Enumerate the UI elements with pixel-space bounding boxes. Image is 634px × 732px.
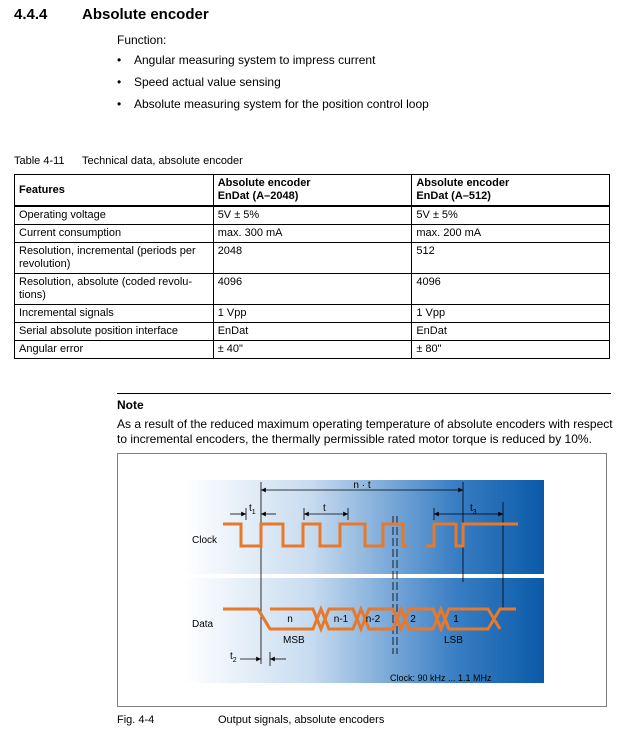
t-label: t: [323, 503, 326, 514]
header-features: Features: [15, 175, 214, 207]
bit-label-n: n: [287, 614, 293, 625]
msb-label: MSB: [283, 635, 305, 646]
data-band: [184, 578, 544, 683]
list-item: • Speed actual value sensing: [117, 75, 281, 89]
section-title: Absolute encoder: [82, 6, 209, 23]
clock-frequency-note: Clock: 90 kHz ... 1.1 MHz: [390, 673, 492, 683]
bit-label-n-2: n-2: [365, 614, 381, 625]
note-text: As a result of the reduced maximum operating temperature of absolute encoders with respect to incremental encoders, the thermally permissible rated motor torque is reduced by 10%.: [117, 417, 613, 446]
section-number: 4.4.4: [14, 6, 48, 23]
data-label: Data: [192, 619, 214, 630]
table-row: Current consumption max. 300 mA max. 200 mA: [15, 225, 610, 243]
note-heading: Note: [117, 398, 144, 412]
table-row: Angular error ± 40" ± 80": [15, 341, 610, 359]
technical-data-table: [14, 174, 610, 359]
bit-label-1: 1: [453, 614, 459, 625]
bullet-icon: •: [117, 97, 122, 111]
t2-label: $t_2$: [230, 651, 237, 664]
figure-caption: [117, 714, 384, 726]
header-a512: Absolute encoder EnDat (A–512): [412, 175, 610, 207]
table-header-row: [15, 175, 610, 207]
table-caption: [14, 155, 243, 167]
function-list: [117, 52, 429, 118]
function-label: Function:: [117, 33, 167, 47]
table-caption-text: Technical data, absolute encoder: [82, 155, 243, 167]
table-caption-number: Table 4-11: [14, 155, 65, 167]
figure-caption-number: Fig. 4-4: [117, 714, 155, 726]
t3-label: $t_3$: [470, 503, 477, 516]
nt-label: n · t: [353, 480, 371, 491]
clock-label: Clock: [192, 535, 218, 546]
lsb-label: LSB: [444, 635, 463, 646]
figure-frame: [117, 453, 607, 707]
bit-label-2: 2: [410, 614, 416, 625]
bullet-icon: •: [117, 53, 122, 67]
table-row: Resolution, incremental (periods per revolution) 2048 512: [15, 243, 610, 274]
table-row: Resolution, absolute (coded revolu-tions) 4096 4096: [15, 274, 610, 305]
table-row: Serial absolute position interface EnDat EnDat: [15, 323, 610, 341]
list-item: • Angular measuring system to impress current: [117, 53, 376, 67]
figure-caption-text: Output signals, absolute encoders: [218, 714, 385, 726]
bit-label-n-1: n-1: [333, 614, 349, 625]
table-row: Operating voltage 5V ± 5% 5V ± 5%: [15, 206, 610, 225]
list-item: • Absolute measuring system for the position control loop: [117, 97, 429, 111]
bullet-icon: •: [117, 75, 122, 89]
table-row: Incremental signals 1 Vpp 1 Vpp: [15, 305, 610, 323]
header-a2048: Absolute encoder EnDat (A–2048): [213, 175, 412, 207]
t1-label: $t_1$: [249, 503, 256, 516]
note-divider: [117, 393, 611, 394]
timing-diagram: [118, 454, 606, 706]
